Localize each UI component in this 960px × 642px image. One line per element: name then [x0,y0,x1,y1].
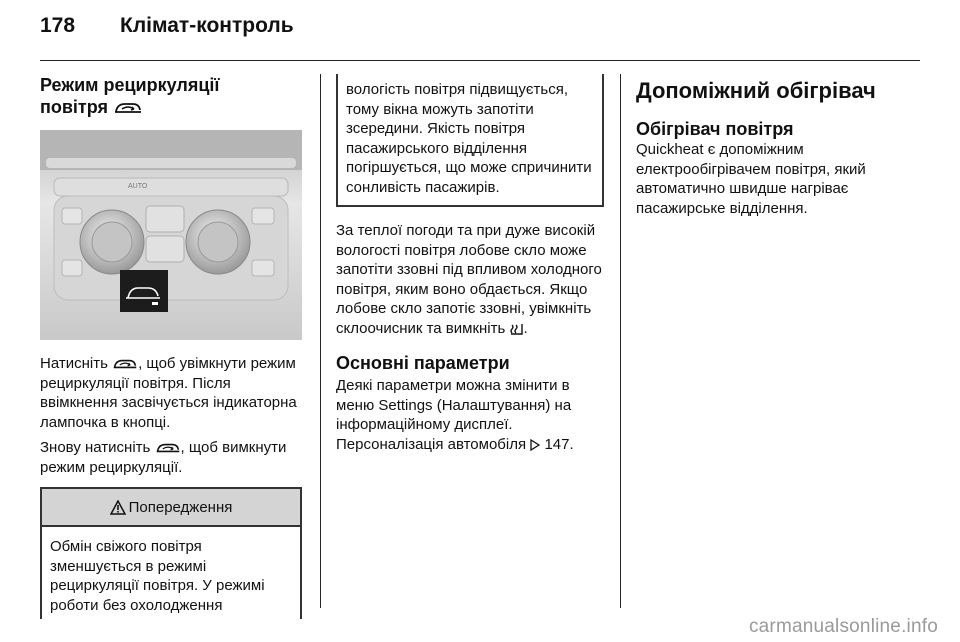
page-reference[interactable]: 147. [544,435,574,453]
column-divider-1 [320,74,321,608]
column-divider-2 [620,74,621,608]
recirculation-icon [112,357,138,371]
section-heading-recirculation: Режим рециркуляції повітря [40,75,220,117]
paragraph-recirc-on: Натисніть , щоб увімкнути режим рециркуляції повітря. Після ввімкнення засвічується індикаторна лампочка в кнопці. [40,355,297,431]
warning-text: Обмін свіжого повітря зменшується в режимі рециркуляції повітря. У режимі роботи без охолодження [50,538,265,614]
warning-title: Попередження [128,498,233,516]
paragraph-recirc-off: Знову натисніть , щоб вимкнути режим рециркуляції. [40,439,287,476]
windscreen-heater-icon [510,322,524,336]
section-heading-auxiliary-heater: Допоміжний обігрівач [636,78,876,103]
paragraph-fogging: За теплої погоди та при дуже високій вологості повітря лобове скло може запотіти ззовні під впливом холодного повітря, яким воно обдається. Якщо лобове скло запотіє ззовні, увімкніть склоочисник та вимкніть . [336,222,602,337]
watermark: carmanualsonline.info [748,616,938,637]
column-1 [40,74,302,619]
column-3 [636,74,906,218]
warning-header [42,489,300,527]
climate-panel-illustration [40,130,302,340]
subheading-air-heater: Обігрівач повітря [636,119,794,139]
page-title: Клімат-контроль [120,14,294,37]
warning-box [40,487,302,619]
warning-triangle-icon [110,500,126,515]
section-heading-basic-settings: Основні параметри [336,353,510,373]
recirculation-icon [113,100,143,116]
column-2 [336,74,604,454]
recirculation-icon [155,441,181,455]
header-divider [40,60,920,61]
auto-label: AUTO [128,183,148,190]
paragraph-settings: Деякі параметри можна змінити в меню Settings (Налаштування) на інформаційному дисплеї. Персоналізація автомобіля 147. [336,377,574,453]
page-header [40,10,920,56]
climate-panel-photo [40,130,302,340]
warning-text-continued: вологість повітря підвищується, тому вікна можуть запотіти зсередини. Якість повітря пасажирського відділення погіршується, що може спричинити сонливість пасажирів. [346,81,592,196]
warning-box-continued [336,74,604,207]
page-number: 178 [40,14,76,37]
page-reference-icon [530,439,540,451]
paragraph-quickheat: Quickheat є допоміжним електрообігрівачем повітря, який автоматично швидше нагріває пасажирське відділення. [636,141,866,217]
